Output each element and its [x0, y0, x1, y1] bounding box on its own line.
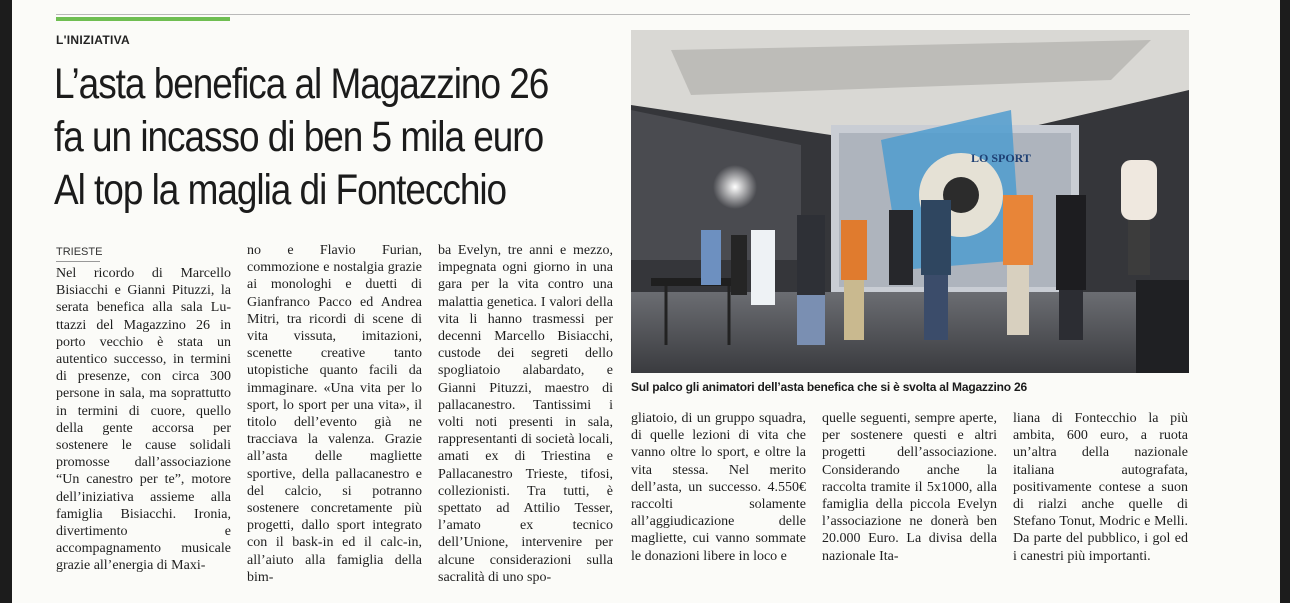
column-5-text: quelle seguenti, sempre aperte, per sostenere questi e altri progetti dell’associazione. Considerando anche la raccolta tramite il 5x1000, alla famiglia della piccola Evelyn l’associazione ne donerà ben 20.000 Euro. La divisa della nazionale Ita- — [822, 411, 997, 564]
column-3-text: ba Evelyn, tre anni e mezzo, impegnata ogni giorno in una gara per la vita contro una malattia genetica. I valori della vita li hanno trasmessi per decenni Marcello Bisiacchi, custode dei segreti dello spogliatoio alabardato, e Gianni Pituzzi, maestro di pallacanestro. Tantissimi i volti noti presenti in sala, rappresentanti di società locali, amati ex di Triestina e Pallacanestro Trieste, tifosi, collezionisti. Tra tutti, è spettato ad Attilio Tesser, l’amato ex tecnico dell’Unione, intervenire per alcune considerazioni sulla sacralità di uno spo- — [438, 243, 613, 585]
text-column-1 — [56, 265, 231, 575]
text-column-4 — [631, 410, 806, 565]
top-rule — [56, 14, 1190, 15]
section-kicker: L'INIZIATIVA — [56, 33, 131, 47]
headline-line-2: fa un incasso di ben 5 mila euro — [54, 113, 544, 161]
photo-caption: Sul palco gli animatori dell’asta benefica che si è svolta al Magazzino 26 — [631, 380, 1028, 394]
article-headline — [54, 58, 553, 217]
stage-scene-illustration — [631, 30, 1189, 373]
banner-text: LO SPORT — [971, 151, 1031, 165]
column-2-text: no e Flavio Furian, commozione e nostalgia grazie ai monologhi e duetti di Gianfranco Pacco ed Andrea Mitri, tra ricordi di scene di vita vissuta, imitazioni, scenette creative tanto utopistiche quanto facili da immaginare. «Una vita per lo sport, lo sport per una vita», il titolo dell’evento già ne tracciava la valenza. Grazie all’asta delle magliette sportive, della pallacanestro e del calcio, si potranno sostenere concretamente più progetti, dallo sport integrato con il bask-in ed il calc-in, all’aiuto alla famiglia della bim- — [247, 243, 422, 585]
text-column-3 — [438, 242, 613, 586]
column-6-text: liana di Fontecchio la più ambita, 600 euro, a ruota un’altra della nazionale italiana autografata, positivamente contese a suon di rialzi anche quelle di Stefano Tonut, Modric e Melli. Da parte del pubblico, i gol ed i canestri più importanti. — [1013, 411, 1188, 564]
text-column-5 — [822, 410, 997, 565]
section-accent-bar — [56, 17, 230, 21]
column-4-text: gliatoio, di un gruppo squadra, di quelle lezioni di vita che vanno oltre lo sport, e oltre la vita stessa. Nel merito dell’asta, un successo. 4.550€ raccolti solamente all’aggiudicazione delle magliette, cui vanno sommate le donazioni libere in loco e — [631, 411, 806, 564]
headline-line-1: L’asta benefica al Magazzino 26 — [54, 60, 549, 108]
column-1-text: Nel ricordo di Marcello Bisiacchi e Gianni Pituzzi, la serata benefica alla sala Luttazzi del Magazzino 26 in porto vecchio è stata un autentico successo, in termini di presenze, con circa 300 persone in sala, ma soprattutto in termini di cuore, quello della gente accorsa per sostenere le cause solidali promosse dall’associazione “Un canestro per te”, motore dell’iniziativa assieme alla famiglia Bisiacchi. Ironia, divertimento e accompagnamento musicale grazie all’energia di Maxi- — [56, 266, 231, 574]
event-photo — [631, 30, 1189, 373]
newspaper-page — [12, 0, 1280, 603]
dateline: TRIESTE — [56, 246, 100, 262]
headline-line-3: Al top la maglia di Fontecchio — [54, 166, 507, 214]
text-column-2 — [247, 242, 422, 586]
text-column-6 — [1013, 410, 1188, 565]
